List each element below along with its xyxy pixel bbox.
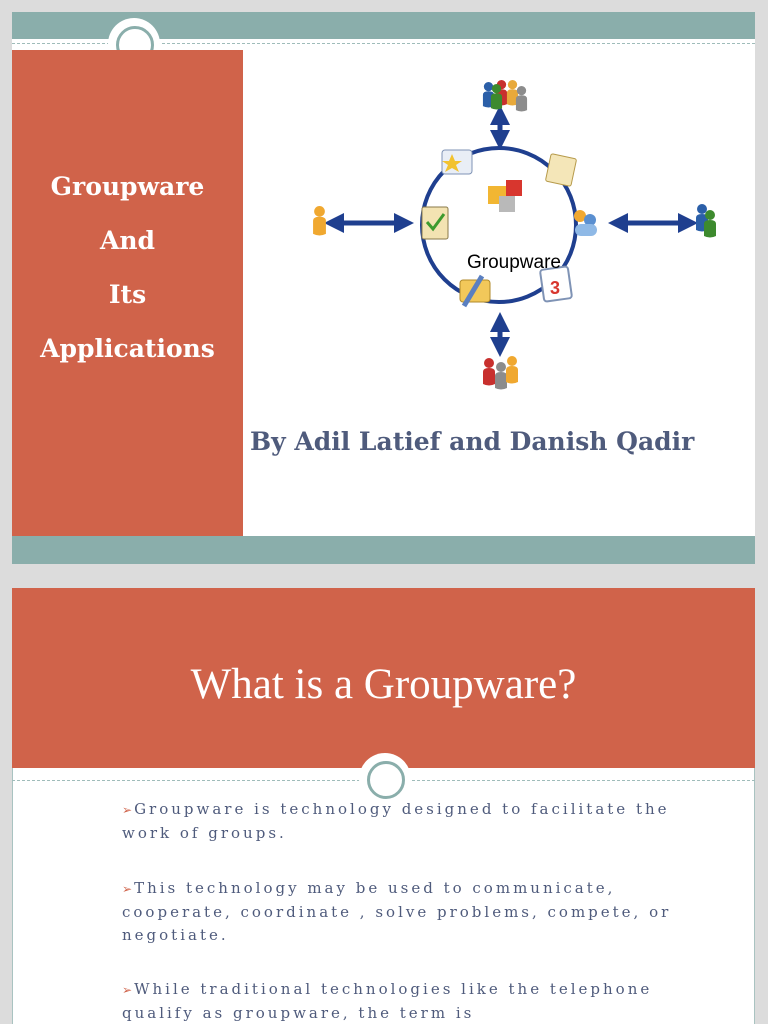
title-line-4: Applications	[40, 334, 215, 363]
title-band	[12, 588, 755, 768]
title-line-2: And	[99, 226, 156, 255]
folder-pen-icon	[460, 276, 490, 306]
bullet-text: Groupware is technology designed to facilitate the work of groups.	[122, 800, 670, 842]
bullet-arrow-icon: ➢	[122, 882, 133, 896]
content-slide	[12, 588, 755, 1024]
title-slide	[12, 12, 755, 564]
bottom-teal-bar	[12, 536, 755, 564]
document-icon	[545, 154, 576, 187]
bullet-item	[122, 978, 682, 1024]
slide-title: What is a Groupware?	[190, 661, 577, 708]
people-group-right-icon	[696, 204, 716, 238]
bullet-text: While traditional technologies like the telephone qualify as groupware, the term is	[122, 980, 653, 1022]
title-line-3: Its	[108, 280, 147, 309]
cubes-icon	[488, 180, 522, 212]
bullet-arrow-icon: ➢	[122, 803, 133, 817]
clipboard-check-icon	[422, 207, 448, 239]
people-group-bottom-icon	[483, 356, 518, 390]
authors-line: By Adil Latief and Danish Qadir	[250, 427, 695, 456]
diagram-label: Groupware	[467, 252, 561, 273]
bullet-item	[122, 798, 682, 845]
bullet-arrow-icon: ➢	[122, 983, 133, 997]
bullet-text: This technology may be used to communicate, cooperate, coordinate , solve problems, compete, or negotiate.	[122, 879, 672, 944]
title-line-1: Groupware	[50, 172, 205, 201]
title-panel	[12, 50, 243, 536]
person-left-icon	[313, 206, 326, 235]
people-group-top-icon	[483, 80, 527, 112]
calendar-day: 3	[550, 278, 561, 298]
bullet-item	[122, 877, 682, 947]
folder-star-icon	[442, 150, 472, 174]
groupware-diagram	[292, 62, 722, 412]
